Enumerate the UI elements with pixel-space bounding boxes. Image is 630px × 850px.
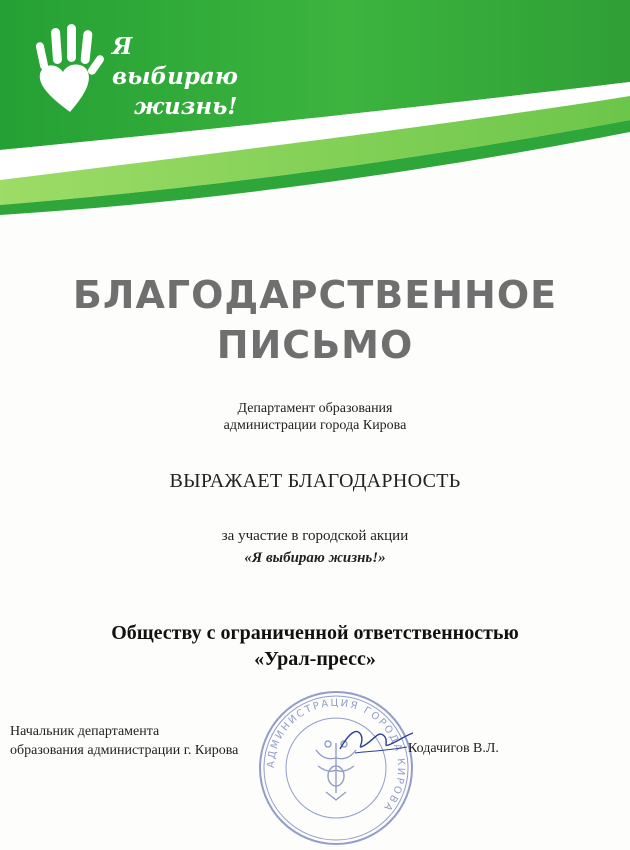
position-line-1: Начальник департамента [10, 724, 160, 739]
seal-text: АДМИНИСТРАЦИЯ ГОРОДА КИРОВА [265, 697, 407, 814]
document-title-line-1: БЛАГОДАРСТВЕННОЕ [72, 273, 558, 317]
logo-line-2: жизнь! [134, 93, 238, 120]
recipient-line-2: «Урал-пресс» [254, 648, 376, 670]
campaign-logo-text [112, 32, 262, 122]
issuer-department [0, 400, 630, 434]
department-line-1: Департамент образования [237, 401, 393, 416]
participation-line: за участие в городской акции [221, 528, 409, 544]
department-line-2: администрации города Кирова [223, 418, 407, 433]
official-seal-icon [256, 688, 416, 848]
signer-name: Кодачигов В.Л. [408, 741, 499, 756]
document-title-line-2: ПИСЬМО [216, 323, 414, 367]
hand-heart-logo-icon [30, 20, 110, 115]
participation-text [0, 525, 630, 569]
handwritten-signature [335, 715, 415, 760]
signer-position [10, 722, 238, 760]
logo-line-1: Я выбираю [112, 33, 238, 90]
position-line-2: образования администрации г. Кирова [10, 743, 239, 758]
gratitude-heading: ВЫРАЖАЕТ БЛАГОДАРНОСТЬ [169, 470, 461, 492]
recipient [0, 620, 630, 672]
recipient-line-1: Обществу с ограниченной ответственностью [111, 622, 519, 644]
campaign-name: «Я выбираю жизнь!» [244, 550, 386, 566]
